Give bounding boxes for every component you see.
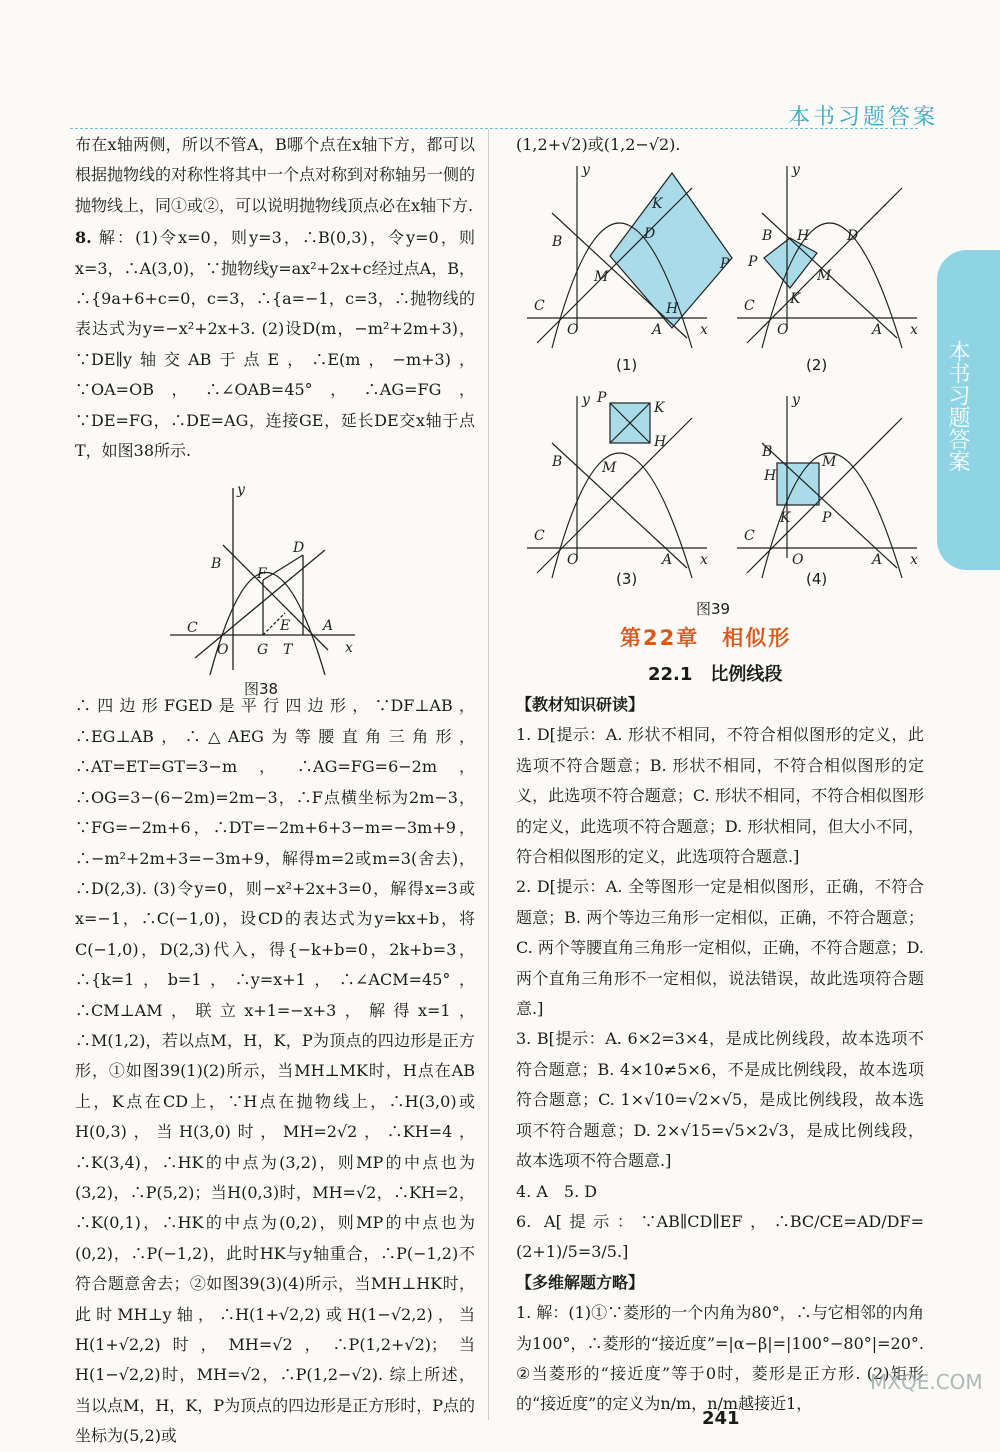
svg-text:C: C	[534, 528, 545, 544]
svg-text:F: F	[257, 566, 267, 582]
right-column-body	[516, 690, 924, 1420]
answer-2: 2. D[提示：A. 全等图形一定是相似图形，正确，不符合题意；B. 两个等边三角形一定相似，正确，不符合题意；C. 两个等腰直角三角形一定相似，正确，不符合题意；D. 两个直角三角形不一定相似，说法错误，故此选项符合题意.]	[516, 877, 924, 1019]
svg-text:B: B	[762, 228, 773, 244]
svg-text:B: B	[552, 234, 563, 250]
figure-39-panel-3	[527, 390, 708, 578]
left-column	[75, 130, 475, 1452]
figure-39-panel-1	[527, 162, 732, 348]
svg-text:B: B	[211, 556, 222, 572]
svg-text:y: y	[792, 392, 800, 408]
column-divider	[488, 130, 489, 1420]
svg-text:B: B	[762, 444, 773, 460]
question-8-text-a: 解：(1)令x=0，则y=3，∴B(0,3)，令y=0，则x=3，∴A(3,0)，∵抛物线y=ax²+2x+c经过点A，B，∴{9a+6+c=0，c=3，∴{a=−1，c=3，∴抛物线的表达式为y=−x²+2x+3. (2)设D(m，−m²+2m+3)，∵DE∥y轴交AB于点E，∴E(m，−m+3)，∵OA=OB，∴∠OAB=45°，∴AG=FG，∵DE=FG，∴DE=AG，连接GE，延长DE交x轴于点T，如图38所示.	[75, 228, 475, 461]
svg-text:T: T	[283, 642, 293, 658]
svg-text:P: P	[597, 390, 607, 406]
svg-text:M: M	[817, 268, 832, 284]
figure-39-label-2: (2)	[806, 356, 828, 374]
svg-text:D: D	[293, 540, 305, 556]
parabola	[210, 573, 325, 676]
figure-39-label-4: (4)	[806, 570, 828, 588]
right-top-line	[516, 130, 924, 160]
svg-text:M: M	[602, 460, 617, 476]
svg-text:C: C	[534, 298, 545, 314]
svg-text:x: x	[700, 322, 708, 338]
page-number: 241	[702, 1408, 740, 1429]
svg-text:K: K	[780, 510, 791, 526]
question-8-part-b: ∴四边形FGED是平行四边形，∵DF⊥AB，∴EG⊥AB，∴△AEG为等腰直角三角形，∴AT=ET=GT=3−m，∴AG=FG=6−2m，∴OG=3−(6−2m)=2m−3，∴F点横坐标为2m−3，∵FG=−2m+6，∴DT=−2m+6+3−m=−3m+9，∴−m²+2m+3=−3m+9，解得m=2或m=3(舍去)，∴D(2,3). (3)令y=0，则−x²+2x+3=0，解得x=3或x=−1，∴C(−1,0)，设CD的表达式为y=kx+b，将C(−1,0)，D(2,3)代入，得{−k+b=0，2k+b=3，∴{k=1，b=1，∴y=x+1，∴∠ACM=45°，∴CM⊥AM，联立x+1=−x+3，解得x=1，∴M(1,2)，若以点M，H，K，P为顶点的四边形是正方形，①如图39(1)(2)所示，当MH⊥MK时，H点在AB上，K点在CD上，∵H点在抛物线上，∴H(3,0)或H(0,3)，当H(3,0)时，MH=2√2，∴KH=4，∴K(3,4)，∴HK的中点为(3,2)，则MP的中点也为(3,2)，∴P(5,2)；当H(0,3)时，MH=√2，∴KH=2，∴K(0,1)，∴HK的中点为(0,2)，则MP的中点也为(0,2)，∴P(−1,2)，此时HK与y轴重合，∴P(−1,2)不符合题意舍去；②如图39(3)(4)所示，当MH⊥HK时，此时MH⊥y轴，∴H(1+√2,2)或H(1−√2,2)，当H(1+√2,2)时，MH=√2，∴P(1,2+√2)；当H(1−√2,2)时，MH=√2，∴P(1,2−√2). 综上所述，当以点M，H，K，P为顶点的四边形是正方形时，P点的坐标为(5,2)或	[75, 696, 475, 1446]
answer-6: 6. A[提示：∵AB∥CD∥EF，∴BC/CE=AD/DF=(2+1)/5=3/5.]	[516, 1211, 924, 1262]
svg-text:D: D	[847, 228, 859, 244]
figure-39-caption: 图39	[696, 600, 731, 618]
svg-text:H: H	[764, 468, 777, 484]
svg-text:M: M	[822, 454, 837, 470]
svg-text:x: x	[910, 552, 918, 568]
svg-text:y: y	[582, 162, 590, 178]
figure-39-label-1: (1)	[616, 356, 638, 374]
svg-text:O: O	[217, 642, 229, 658]
question-number: 8.	[75, 228, 92, 248]
svg-text:A: A	[652, 322, 663, 338]
section-title: 22.1 比例线段	[648, 664, 783, 685]
question-8-part-a	[75, 223, 475, 466]
block-heading-1: 【教材知识研读】	[516, 695, 645, 714]
svg-text:C: C	[744, 528, 755, 544]
svg-text:A: A	[872, 552, 883, 568]
svg-text:x: x	[700, 552, 708, 568]
side-tab-label: 本书习题答案	[945, 340, 970, 472]
svg-text:A: A	[662, 552, 673, 568]
svg-text:M: M	[594, 269, 609, 285]
figure-39-panel-4	[737, 392, 918, 578]
svg-text:A: A	[323, 618, 334, 634]
svg-text:O: O	[567, 552, 579, 568]
svg-text:A: A	[872, 322, 883, 338]
block-heading-2: 【多维解题方略】	[516, 1272, 645, 1292]
svg-text:K: K	[652, 196, 663, 212]
svg-text:K: K	[654, 400, 665, 416]
svg-text:G: G	[257, 642, 269, 658]
figure-38	[165, 480, 365, 675]
chapter-title: 第22章 相似形	[620, 626, 792, 650]
svg-text:O: O	[567, 322, 579, 338]
answer-1: 1. D[提示：A. 形状不相同，不符合相似图形的定义，此选项不符合题意；B. 形状不相同，不符合相似图形的定义，此选项不符合题意；C. 形状不相同，不符合相似图形的定义，此选项不符合题意；D. 形状相同，但大小不同，符合相似图形的定义，此选项符合题意.]	[516, 725, 924, 867]
svg-text:O: O	[792, 552, 804, 568]
svg-text:O: O	[777, 322, 789, 338]
answer-4-5: 4. A 5. D	[516, 1181, 598, 1201]
watermark: MXQE.COM	[870, 1370, 983, 1394]
svg-text:C: C	[744, 298, 755, 314]
svg-text:P: P	[720, 256, 730, 272]
header-title: 本书习题答案	[788, 105, 939, 130]
svg-text:H: H	[666, 301, 679, 317]
svg-text:y: y	[792, 162, 800, 178]
header-divider	[70, 128, 918, 129]
svg-text:P: P	[822, 510, 832, 526]
svg-text:E: E	[280, 618, 291, 634]
svg-text:C: C	[187, 620, 198, 636]
svg-text:P: P	[748, 254, 758, 270]
svg-text:K: K	[790, 291, 801, 307]
paragraph-continued: 布在x轴两侧，所以不管A，B哪个点在x轴下方，都可以根据抛物线的对称性将其中一个点对称到对称轴另一侧的抛物线上，同①或②，可以说明抛物线顶点必在x轴下方.	[75, 135, 476, 215]
figure-39-label-3: (3)	[616, 570, 638, 588]
answer-3: 3. B[提示：A. 6×2=3×4，是成比例线段，故本选项不符合题意；B. 4×10≠5×6，不是成比例线段，故本选项符合题意；C. 1×√10=√2×√5，是成比例线段，故本选项不符合题意；D. 2×√15=√5×2√3，是成比例线段，故本选项不符合题意.]	[516, 1029, 924, 1171]
figure-38-caption: 图38	[244, 680, 279, 698]
answer-continued: (1,2+√2)或(1,2−√2).	[516, 135, 681, 154]
svg-text:H: H	[654, 434, 667, 450]
svg-text:y: y	[582, 392, 590, 408]
svg-text:x: x	[910, 322, 918, 338]
svg-text:D: D	[644, 226, 656, 242]
svg-text:y: y	[237, 482, 245, 498]
figure-39	[522, 158, 922, 598]
svg-text:x: x	[345, 640, 353, 656]
svg-text:H: H	[797, 228, 810, 244]
svg-text:B: B	[552, 454, 563, 470]
figure-39-panel-2	[737, 162, 918, 348]
method-1: 1. 解：(1)①∵菱形的一个内角为80°，∴与它相邻的内角为100°，∴菱形的“接近度”=|α−β|=|100°−80°|=20°. ②当菱形的“接近度”等于0时，菱形是正方形. (2)矩形的“接近度”的定义为n/m，n/m越接近1，	[516, 1303, 924, 1414]
